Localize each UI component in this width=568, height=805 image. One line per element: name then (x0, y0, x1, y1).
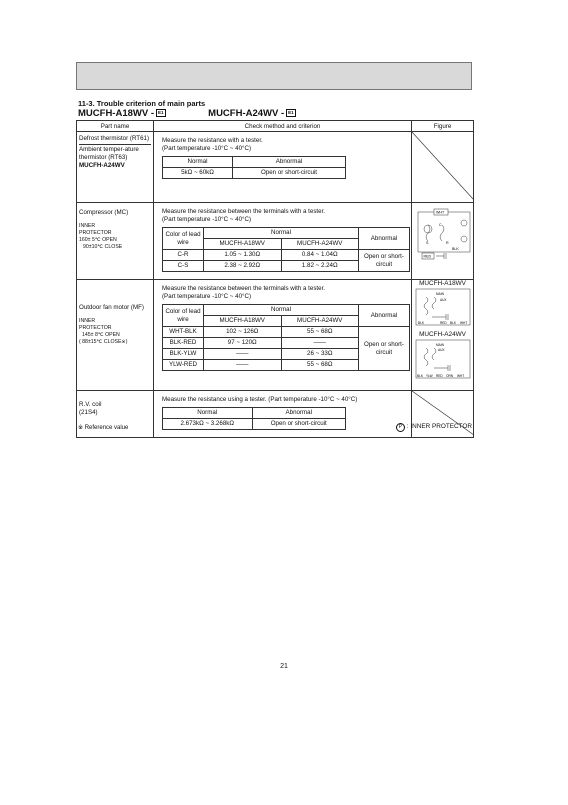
compressor-table (162, 227, 410, 272)
method-line-2: (Part temperature -10°C ~ 40°C) (162, 293, 252, 300)
part-fan-motor-name: Outdoor fan motor (MF) (79, 304, 144, 311)
figure-fan-motor (412, 280, 474, 391)
fig-label-red: RED (423, 254, 432, 259)
col-normal: Normal (204, 228, 359, 239)
header-bar (76, 62, 472, 90)
fan-motor-24-diagram (412, 338, 474, 382)
lead-cell: C-R (163, 250, 204, 261)
value-cell: 97 ~ 120Ω (204, 338, 282, 349)
value-cell: 55 ~ 68Ω (281, 360, 359, 371)
col-model-1: MUCFH-A18WV (204, 316, 282, 327)
lead-cell: BLK-YLW (163, 349, 204, 360)
method-line-2: (Part temperature -10°C ~ 40°C) (162, 145, 252, 152)
col-model-2: MUCFH-A24WV (281, 239, 359, 250)
fig-label-blk: BLK (452, 247, 459, 251)
col-lead: Color of lead wire (163, 228, 204, 250)
protector-line-4: 90±10℃ CLOSE (83, 244, 123, 250)
model-1: MUCFH-A18WV - (78, 108, 154, 119)
table-row (163, 327, 410, 338)
value-cell: —— (204, 349, 282, 360)
footnote: ※ Reference value (78, 425, 129, 431)
value-cell: 0.84 ~ 1.04Ω (281, 250, 359, 261)
fig-title-18: MUCFH-A18WV (419, 280, 466, 287)
protector-line-4: ( 88±15℃ CLOSE※) (79, 339, 128, 345)
fig-title-24: MUCFH-A24WV (419, 331, 466, 338)
value-cell: —— (204, 360, 282, 371)
header-check: Check method and criterion (154, 121, 412, 132)
fig-label-r: R (446, 241, 449, 245)
col-normal: Normal (163, 408, 253, 419)
header-row (77, 121, 474, 132)
legend-text: : INNER PROTECTOR (406, 423, 472, 430)
legend (396, 423, 472, 432)
col-abnormal: Abnormal (252, 408, 346, 419)
fig24-main: MAIN (436, 343, 444, 347)
fig-label-s: S (426, 241, 429, 245)
value-normal: 5kΩ ~ 60kΩ (163, 168, 233, 179)
rv-coil-table (162, 407, 346, 430)
protector-line-3: 160± 5℃ OPEN (79, 237, 117, 243)
method-line-1: Measure the resistance between the terminals with a tester. (162, 285, 326, 292)
header-figure: Figure (412, 121, 474, 132)
method-fan-motor (154, 280, 412, 391)
part-ambient-thermistor: Ambient temper-ature thermistor (RT63) (79, 146, 139, 161)
fig18-blk2: BLK (450, 321, 457, 325)
protector-symbol: P (396, 423, 405, 432)
abnormal-value: Open or short-circuit (359, 327, 410, 371)
row-thermistor (77, 132, 474, 203)
model-2: MUCFH-A24WV - (208, 108, 285, 119)
blank-figure-cross (412, 132, 474, 200)
lead-cell: WHT-BLK (163, 327, 204, 338)
fig24-wht: WHT (457, 374, 465, 378)
value-cell: 102 ~ 126Ω (204, 327, 282, 338)
col-abnormal: Abnormal (233, 157, 346, 168)
fig-label-wht: WHT (436, 210, 445, 215)
value-abnormal: Open or short-circuit (233, 168, 346, 179)
row-fan-motor (77, 280, 474, 391)
part-rv-coil-code: (21S4) (79, 409, 98, 416)
col-abnormal: Abnormal (359, 305, 410, 327)
protector-line-1: INNER (79, 223, 96, 229)
fig18-aux: AUX (440, 298, 447, 302)
part-ambient-block (79, 145, 151, 171)
lead-cell: BLK-RED (163, 338, 204, 349)
protector-line-2: PROTECTOR (79, 230, 112, 236)
fig24-blk: BLK (417, 374, 424, 378)
abnormal-value: Open or short-circuit (359, 250, 410, 272)
value-cell: 26 ~ 33Ω (281, 349, 359, 360)
part-rv-coil-name: R.V. coil (79, 401, 102, 408)
method-line-1: Measure the resistance using a tester. (Part temperature -10°C ~ 40°C) (162, 396, 358, 403)
fig24-aux: AUX (438, 348, 445, 352)
value-abnormal: Open or short-circuit (252, 419, 346, 430)
method-thermistor (154, 132, 412, 203)
col-model-1: MUCFH-A18WV (204, 239, 282, 250)
col-abnormal: Abnormal (359, 228, 410, 250)
figure-compressor (412, 203, 474, 280)
method-line-1: Measure the resistance between the terminals with a tester. (162, 208, 326, 215)
criterion-table (76, 120, 474, 438)
fig18-blk: BLK (418, 321, 425, 325)
fig24-orn: ORN (446, 374, 454, 378)
method-compressor (154, 203, 412, 280)
col-model-2: MUCFH-A24WV (281, 316, 359, 327)
fig18-wht: WHT (460, 321, 468, 325)
method-line-1: Measure the resistance with a tester. (162, 137, 263, 144)
value-cell: 1.05 ~ 1.30Ω (204, 250, 282, 261)
lead-cell: YLW-RED (163, 360, 204, 371)
part-defrost-thermistor: Defrost thermistor (RT61) (79, 134, 151, 145)
protector-line-3: 145± 8℃ OPEN (82, 332, 120, 338)
fig24-ylw: YLW (426, 374, 433, 378)
value-cell: 55 ~ 68Ω (281, 327, 359, 338)
part-thermistor (77, 132, 154, 203)
fig18-red: RED (440, 321, 447, 325)
page-number: 21 (280, 663, 288, 670)
fig24-red: RED (436, 374, 443, 378)
protector-line-2: PROTECTOR (79, 325, 112, 331)
col-normal: Normal (163, 157, 233, 168)
value-cell: —— (281, 338, 359, 349)
part-compressor (77, 203, 154, 280)
model-2-badge: E1 (288, 110, 294, 116)
col-lead: Color of lead wire (163, 305, 204, 327)
model-1-badge: E1 (158, 110, 164, 116)
fig-label-c: C (439, 223, 442, 227)
method-line-2: (Part temperature -10°C ~ 40°C) (162, 216, 252, 223)
protector-line-1: INNER (79, 318, 96, 324)
lead-cell: C-S (163, 261, 204, 272)
compressor-wiring-diagram (412, 203, 474, 277)
part-fan-motor (77, 280, 154, 391)
fig18-main: MAIN (436, 292, 444, 296)
part-compressor-name: Compressor (MC) (79, 209, 129, 216)
value-cell: 1.82 ~ 2.24Ω (281, 261, 359, 272)
method-rv-coil (154, 391, 412, 438)
part-ambient-model: MUCFH-A24WV (79, 162, 125, 169)
figure-thermistor (412, 132, 474, 203)
fan-motor-18-diagram (412, 287, 474, 329)
table-row (163, 250, 410, 261)
fan-motor-table (162, 304, 410, 371)
col-normal: Normal (204, 305, 359, 316)
model-heading (78, 108, 296, 119)
value-cell: 2.38 ~ 2.92Ω (204, 261, 282, 272)
header-part: Part name (77, 121, 154, 132)
thermistor-table (162, 156, 346, 179)
value-normal: 2.673kΩ ~ 3.268kΩ (163, 419, 253, 430)
row-compressor (77, 203, 474, 280)
section-title: 11-3. Trouble criterion of main parts (78, 99, 206, 108)
